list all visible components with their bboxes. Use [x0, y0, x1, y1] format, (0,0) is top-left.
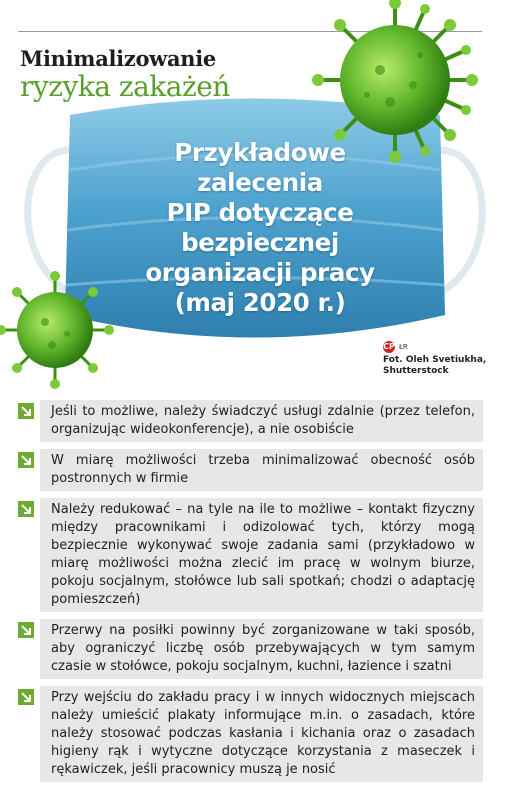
- list-item-text: W miarę możliwości trzeba minimalizować obecność osób postronnych w firmie: [40, 449, 483, 491]
- arrow-bullet-icon: [18, 452, 34, 468]
- list-item: [18, 400, 483, 442]
- recommendations-list: [18, 400, 483, 789]
- headline-line1: Minimalizowanie: [20, 46, 216, 71]
- mask-caption-line: organizacji pracy: [145, 258, 375, 287]
- arrow-bullet-icon: [18, 403, 34, 419]
- mask-caption-line: bezpiecznej: [181, 228, 339, 257]
- photo-credit-line: Fot. Oleh Svetiukha,: [383, 355, 487, 365]
- list-item-text: Jeśli to możliwe, należy świadczyć usługi zdalnie (przez telefon, organizując wideokonferencje), a nie osobiście: [40, 400, 483, 442]
- publisher-logo-suffix: ŁR: [399, 343, 408, 351]
- mask-caption: [110, 138, 410, 318]
- mask-caption-line: (maj 2020 r.): [174, 288, 346, 317]
- photo-credit: [383, 355, 486, 377]
- photo-credit-line: Shutterstock: [383, 366, 449, 376]
- list-item-text: Przy wejściu do zakładu pracy i w innych widocznych miejscach należy umieścić plakaty informujące m.in. o zasadach, które należy stosować podczas kasłania i kichania oraz o zasadach higieny rąk i wytyczne dotyczące korzystania z maseczek i rękawiczek, jeśli pracownicy muszą je nosić: [40, 686, 483, 782]
- arrow-bullet-icon: [18, 622, 34, 638]
- list-item: [18, 449, 483, 491]
- mask-caption-line: zalecenia: [197, 168, 323, 197]
- list-item: [18, 619, 483, 679]
- list-item: [18, 686, 483, 782]
- list-item-text: Przerwy na posiłki powinny być zorganizowane w taki sposób, aby ograniczyć liczbę osób przebywających w tym samym czasie w stołówce, pokoju socjalnym, kuchni, łazience i szatni: [40, 619, 483, 679]
- arrow-bullet-icon: [18, 689, 34, 705]
- mask-caption-line: PIP dotyczące: [166, 198, 354, 227]
- list-item: [18, 498, 483, 612]
- publisher-logo: [383, 341, 408, 353]
- list-item-text: Należy redukować – na tyle na ile to możliwe – kontakt fizyczny między pracownikami i odizolować tych, którzy mogą bezpiecznie wykonywać swoje zadania sami (przykładowo w miarę możliwości można zlecić im pracę w wolnym biurze, pokoju socjalnym, stołówce lub sali spotkań; chodzi o adaptację pomieszczeń): [40, 498, 483, 612]
- headline-line2: ryzyka zakażeń: [20, 70, 230, 103]
- arrow-bullet-icon: [18, 501, 34, 517]
- mask-caption-line: Przykładowe: [174, 138, 346, 167]
- publisher-logo-mark: CP: [383, 342, 395, 351]
